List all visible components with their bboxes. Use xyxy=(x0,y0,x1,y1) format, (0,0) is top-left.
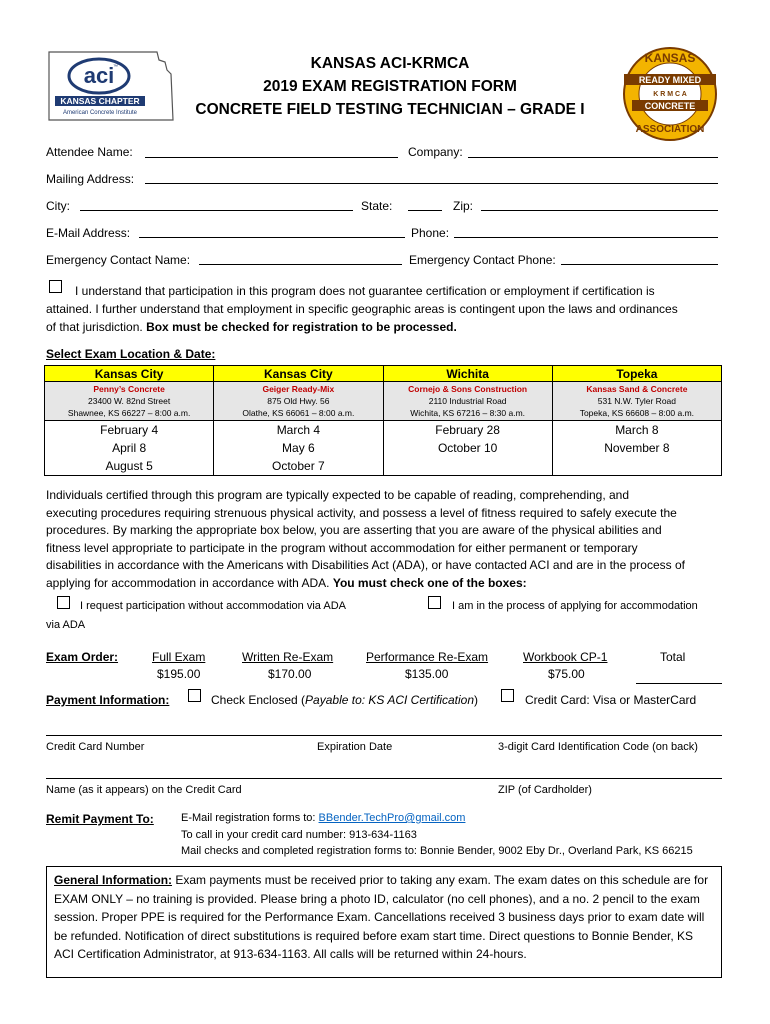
credit-card-info-line[interactable] xyxy=(46,735,722,736)
order-item-price: $135.00 xyxy=(405,667,449,681)
disclaimer-checkbox[interactable] xyxy=(49,280,62,293)
general-information-label: General Information: xyxy=(54,873,173,887)
check-enclosed-checkbox[interactable] xyxy=(188,689,201,702)
aci-kansas-chapter-logo xyxy=(47,50,179,122)
ada-applying-checkbox[interactable] xyxy=(428,596,441,609)
payment-info-label: Payment Information: xyxy=(46,693,170,707)
location-city[interactable]: Topeka xyxy=(552,366,721,382)
location-company: Geiger Ready-Mix xyxy=(262,384,335,394)
order-item-name[interactable]: Performance Re-Exam xyxy=(366,650,489,664)
ada-text-line5: disabilities in accordance with the Americans with Disabilities Act (ADA), or have contacted ACI and are in the process of xyxy=(46,558,685,572)
svg-text:™: ™ xyxy=(113,64,118,70)
ada-text-line3: procedures. By marking the appropriate box below, you are asserting that you are aware of the physical abilities and xyxy=(46,523,662,537)
disclaimer-line3: of that jurisdiction. Box must be checked for registration to be processed. xyxy=(46,320,457,334)
remit-email-link[interactable]: BBender.TechPro@gmail.com xyxy=(318,812,466,824)
attendee-name-field[interactable] xyxy=(145,157,398,158)
disclaimer-line1: I understand that participation in this program does not guarantee certification or employment if certification is xyxy=(75,284,655,298)
ada-required-note: You must check one of the boxes: xyxy=(332,576,527,590)
form-title-line2: 2019 EXAM REGISTRATION FORM xyxy=(263,78,517,95)
order-item-price: $75.00 xyxy=(548,667,585,681)
location-info xyxy=(552,382,721,421)
credit-card-checkbox[interactable] xyxy=(501,689,514,702)
emergency-contact-phone-field[interactable] xyxy=(561,264,718,265)
attendee-name-label: Attendee Name: xyxy=(46,145,133,159)
general-information-text: Exam payments must be received prior to taking any exam. The exam dates on this schedule are for EXAM ONLY – no training is provided. Please bring a photo ID, calculator (no cell phones), and a no. 2 pencil to the exam session. Proper PPE is required for the Performance Exam. Cancellations received 3 business days prior to exam date will be refunded. Notification of direct substitutions is required before exam start time. Direct questions to Bonnie Bender, KS ACI Certification Administrator, at 913-634-1163. All calls will be returned within 24-hours. xyxy=(54,873,709,961)
zip-field[interactable] xyxy=(481,210,718,211)
form-title-line3: CONCRETE FIELD TESTING TECHNICIAN – GRADE I xyxy=(195,101,585,118)
order-item-price: $195.00 xyxy=(157,667,201,681)
location-info xyxy=(45,382,214,421)
ada-text-line6: applying for accommodation in accordance with ADA. You must check one of the boxes: xyxy=(46,576,527,590)
krmca-logo-concrete: CONCRETE xyxy=(644,101,696,111)
location-city[interactable]: Kansas City xyxy=(45,366,214,382)
email-field[interactable] xyxy=(139,237,405,238)
location-city[interactable]: Wichita xyxy=(383,366,552,382)
location-company: Penny’s Concrete xyxy=(93,384,165,394)
krmca-logo xyxy=(622,44,718,144)
zip-label: Zip: xyxy=(453,199,474,213)
ada-no-accommodation-checkbox[interactable] xyxy=(57,596,70,609)
krmca-logo-bottom: ASSOCIATION xyxy=(635,124,705,135)
krmca-logo-mid: READY MIXED xyxy=(638,75,702,85)
exam-date[interactable]: May 6 xyxy=(282,441,315,455)
company-label: Company: xyxy=(408,145,463,159)
exam-date[interactable]: October 7 xyxy=(272,459,325,473)
exam-date[interactable]: October 10 xyxy=(437,441,498,455)
exam-order-label: Exam Order: xyxy=(46,650,119,664)
order-item-name[interactable]: Workbook CP-1 xyxy=(523,650,608,664)
emergency-contact-name-field[interactable] xyxy=(199,264,402,265)
expiration-date-label: Expiration Date xyxy=(317,741,393,753)
city-label: City: xyxy=(46,199,70,213)
exam-date[interactable]: August 5 xyxy=(105,459,153,473)
location-address: 875 Old Hwy. 56 xyxy=(267,396,330,406)
location-company: Cornejo & Sons Construction xyxy=(408,384,528,394)
credit-card-number-label: Credit Card Number xyxy=(46,741,145,753)
state-label: State: xyxy=(361,199,393,213)
order-total-field[interactable] xyxy=(636,683,722,684)
ada-text-line1: Individuals certified through this program are typically expected to be capable of reading, comprehending, and xyxy=(46,488,630,502)
ada-no-accommodation-label: I request participation without accommodation via ADA xyxy=(80,600,346,612)
credit-card-label: Credit Card: Visa or MasterCard xyxy=(525,693,697,707)
city-field[interactable] xyxy=(80,210,353,211)
remit-mail-line: Mail checks and completed registration forms to: Bonnie Bender, 9002 Eby Dr., Overland Park, KS 66215 xyxy=(181,845,693,857)
exam-date[interactable]: February 4 xyxy=(100,423,159,437)
order-item-name[interactable]: Written Re-Exam xyxy=(242,650,334,664)
location-address-time: Olathe, KS 66061 – 8:00 a.m. xyxy=(242,408,355,418)
cardholder-name-label: Name (as it appears) on the Credit Card xyxy=(46,784,242,796)
email-label: E-Mail Address: xyxy=(46,226,131,240)
location-address-time: Shawnee, KS 66227 – 8:00 a.m. xyxy=(67,408,191,418)
exam-date[interactable]: February 28 xyxy=(435,423,500,437)
ada-text-line4: fitness level appropriate to participate in the program without accommodation for either permanent or temporary xyxy=(46,541,638,555)
emergency-contact-phone-label: Emergency Contact Phone: xyxy=(409,253,556,267)
cardholder-zip-label: ZIP (of Cardholder) xyxy=(498,784,592,796)
exam-date[interactable]: April 8 xyxy=(112,441,147,455)
general-information-box xyxy=(46,866,722,978)
ada-text-line2: executing procedures requiring strenuous physical activity, and possess a level of fitness required to safely execute the xyxy=(46,506,677,520)
remit-payment-label: Remit Payment To: xyxy=(46,812,154,826)
krmca-logo-krmca: K R M C A xyxy=(653,91,687,98)
location-address: 2110 Industrial Road xyxy=(428,396,507,406)
location-dates xyxy=(45,421,214,476)
remit-phone-line: To call in your credit card number: 913-634-1163 xyxy=(181,829,417,841)
ada-no-accommodation-label-cont: via ADA xyxy=(46,619,86,631)
form-title-line1: KANSAS ACI-KRMCA xyxy=(310,55,470,72)
disclaimer-line2: attained. I further understand that employment in specific geographic areas is contingent upon the laws and ordinances xyxy=(46,302,678,316)
order-total-label: Total xyxy=(660,650,686,664)
order-item-price: $170.00 xyxy=(268,667,312,681)
aci-logo-institute: American Concrete Institute xyxy=(62,110,138,116)
location-info xyxy=(214,382,383,421)
location-address-time: Wichita, KS 67216 – 8:30 a.m. xyxy=(410,408,526,418)
location-city[interactable]: Kansas City xyxy=(214,366,383,382)
check-enclosed-label: Check Enclosed (Payable to: KS ACI Certification) xyxy=(211,693,479,707)
mailing-address-field[interactable] xyxy=(145,183,718,184)
location-dates xyxy=(214,421,383,476)
svg-text:aci: aci xyxy=(83,63,115,88)
krmca-logo-top: KANSAS xyxy=(644,51,696,65)
disclaimer-required-note: Box must be checked for registration to be processed. xyxy=(146,320,457,334)
location-address: 531 N.W. Tyler Road xyxy=(597,396,677,406)
exam-date[interactable]: November 8 xyxy=(604,441,670,455)
cardholder-info-line[interactable] xyxy=(46,778,722,779)
card-code-label: 3-digit Card Identification Code (on back) xyxy=(498,741,698,753)
company-field[interactable] xyxy=(468,157,718,158)
location-address-time: Topeka, KS 66608 – 8:00 a.m. xyxy=(579,408,695,418)
exam-location-heading: Select Exam Location & Date: xyxy=(46,347,216,361)
phone-label: Phone: xyxy=(411,226,450,240)
exam-date[interactable]: March 4 xyxy=(276,423,321,437)
location-dates xyxy=(552,421,721,476)
mailing-address-label: Mailing Address: xyxy=(46,172,135,186)
order-item-name[interactable]: Full Exam xyxy=(152,650,206,664)
aci-logo-chapter: KANSAS CHAPTER xyxy=(60,96,140,106)
location-info xyxy=(383,382,552,421)
emergency-contact-name-label: Emergency Contact Name: xyxy=(46,253,191,267)
location-dates xyxy=(383,421,552,476)
location-address: 23400 W. 82nd Street xyxy=(88,396,171,406)
ada-applying-label: I am in the process of applying for accommodation xyxy=(452,600,698,612)
exam-date[interactable]: March 8 xyxy=(615,423,659,437)
state-field[interactable] xyxy=(408,210,442,211)
phone-field[interactable] xyxy=(454,237,718,238)
exam-location-table xyxy=(44,365,722,476)
location-company: Kansas Sand & Concrete xyxy=(586,384,688,394)
remit-email-line: E-Mail registration forms to: BBender.TechPro@gmail.com xyxy=(181,812,466,824)
